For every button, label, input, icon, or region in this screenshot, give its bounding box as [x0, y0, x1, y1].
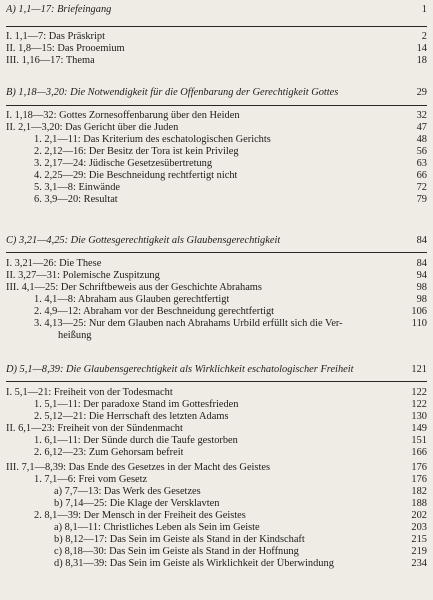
page-number: 151 — [411, 435, 427, 446]
entry-title: 3. 4,13—25: Nur dem Glauben nach Abrahams Urbild erfüllt sich die Ver- — [34, 318, 343, 329]
section-divider — [6, 26, 427, 27]
toc-entry — [34, 306, 427, 318]
page-number: 176 — [411, 462, 427, 473]
toc-entry — [34, 158, 427, 170]
section-heading — [6, 364, 427, 376]
entry-title: b) 8,12—17: Das Sein im Geiste als Stand in der Kindschaft — [54, 534, 305, 545]
page-number: 47 — [416, 122, 427, 133]
entry-title: 1. 5,1—11: Der paradoxe Stand im Gottesfrieden — [34, 399, 239, 410]
page-number: 98 — [416, 282, 427, 293]
page-number: 98 — [416, 294, 427, 305]
toc-entry — [6, 122, 427, 134]
page-number: 149 — [411, 423, 427, 434]
entry-title: 4. 2,25—29: Die Beschneidung rechtfertigt nicht — [34, 170, 238, 181]
section-heading-title: C) 3,21—4,25: Die Gottesgerechtigkeit als Glaubensgerechtigkeit — [6, 235, 281, 246]
page-number: 14 — [416, 43, 427, 54]
toc-entry — [6, 55, 427, 67]
entry-title: I. 5,1—21: Freiheit von der Todesmacht — [6, 387, 173, 398]
page-number: 63 — [416, 158, 427, 169]
page-number: 106 — [411, 306, 427, 317]
entry-title: b) 7,14—25: Die Klage der Versklavten — [54, 498, 220, 509]
page-number: 188 — [411, 498, 427, 509]
toc-entry — [6, 387, 427, 399]
page-number: 202 — [411, 510, 427, 521]
entry-title: 2. 2,12—16: Der Besitz der Tora ist kein Privileg — [34, 146, 239, 157]
entry-title: II. 2,1—3,20: Das Gericht über die Juden — [6, 122, 179, 133]
page-number: 219 — [411, 546, 427, 557]
page-number: 18 — [416, 55, 427, 66]
section-heading — [6, 4, 427, 16]
toc-entry — [34, 411, 427, 423]
toc-entry — [54, 558, 427, 570]
entry-title: 3. 2,17—24: Jüdische Gesetzesübertretung — [34, 158, 213, 169]
page-number: 84 — [416, 235, 427, 246]
entry-title: d) 8,31—39: Das Sein im Geiste als Wirklichkeit der Überwindung — [54, 558, 334, 569]
entry-title: 1. 7,1—6: Frei vom Gesetz — [34, 474, 148, 485]
toc-entry — [34, 182, 427, 194]
toc-entry — [34, 194, 427, 206]
toc-entry — [34, 474, 427, 486]
entry-title-continuation: heißung — [58, 330, 92, 341]
toc-entry — [6, 423, 427, 435]
entry-title: I. 3,21—26: Die These — [6, 258, 102, 269]
entry-title: III. 7,1—8,39: Das Ende des Gesetzes in der Macht des Geistes — [6, 462, 271, 473]
toc-entry — [6, 43, 427, 55]
entry-title: III. 1,16—17: Thema — [6, 55, 95, 66]
toc-entry — [34, 435, 427, 447]
entry-title: II. 1,8—15: Das Prooemium — [6, 43, 125, 54]
entry-title: a) 8,1—11: Christliches Leben als Sein im Geiste — [54, 522, 260, 533]
toc-entry — [54, 498, 427, 510]
page-number: 94 — [416, 270, 427, 281]
section-heading-title: A) 1,1—17: Briefeingang — [6, 4, 112, 15]
entry-title: c) 8,18—30: Das Sein im Geiste als Stand in der Hoffnung — [54, 546, 299, 557]
page-number: 66 — [416, 170, 427, 181]
toc-entry — [34, 146, 427, 158]
toc-entry — [34, 294, 427, 306]
entry-title: 2. 5,12—21: Die Herrschaft des letzten Adams — [34, 411, 229, 422]
toc-entry — [34, 318, 427, 330]
entry-title: a) 7,7—13: Das Werk des Gesetzes — [54, 486, 201, 497]
section-heading-title: D) 5,1—8,39: Die Glaubensgerechtigkeit als Wirklichkeit eschatologischer Freiheit — [6, 364, 354, 375]
entry-title: 2. 4,9—12: Abraham vor der Beschneidung gerechtfertigt — [34, 306, 275, 317]
section-divider — [6, 105, 427, 106]
entry-title: II. 3,27—31: Polemische Zuspitzung — [6, 270, 160, 281]
entry-title: I. 1,1—7: Das Präskript — [6, 31, 105, 42]
page-number: 32 — [416, 110, 427, 121]
entry-title: 6. 3,9—20: Resultat — [34, 194, 118, 205]
page-number: 122 — [411, 387, 427, 398]
toc-entry — [6, 110, 427, 122]
page-number: 56 — [416, 146, 427, 157]
toc-entry — [54, 546, 427, 558]
page-number: 79 — [416, 194, 427, 205]
page-number: 182 — [411, 486, 427, 497]
toc-entry — [54, 534, 427, 546]
toc-entry — [6, 282, 427, 294]
section-divider — [6, 381, 427, 382]
toc-entry — [6, 462, 427, 474]
page-number: 122 — [411, 399, 427, 410]
section-heading-title: B) 1,18—3,20: Die Notwendigkeit für die Offenbarung der Gerechtigkeit Gottes — [6, 87, 339, 98]
page-number: 166 — [411, 447, 427, 458]
page-number: 1 — [421, 4, 427, 15]
page-number: 215 — [411, 534, 427, 545]
entry-title: 1. 6,1—11: Der Sünde durch die Taufe gestorben — [34, 435, 238, 446]
section-heading — [6, 235, 427, 247]
entry-title: 1. 4,1—8: Abraham aus Glauben gerechtfertigt — [34, 294, 230, 305]
entry-title: II. 6,1—23: Freiheit von der Sündenmacht — [6, 423, 183, 434]
section-heading — [6, 87, 427, 99]
page-number: 2 — [421, 31, 427, 42]
toc-entry — [6, 258, 427, 270]
entry-title: III. 4,1—25: Der Schriftbeweis aus der Geschichte Abrahams — [6, 282, 262, 293]
toc-entry — [6, 270, 427, 282]
page-number: 48 — [416, 134, 427, 145]
page-number: 110 — [411, 318, 427, 329]
page-number: 29 — [416, 87, 427, 98]
toc-entry — [34, 447, 427, 459]
page-number: 72 — [416, 182, 427, 193]
section-divider — [6, 252, 427, 253]
entry-title: I. 1,18—32: Gottes Zornesoffenbarung über den Heiden — [6, 110, 240, 121]
entry-title: 2. 6,12—23: Zum Gehorsam befreit — [34, 447, 184, 458]
page-number: 121 — [411, 364, 427, 375]
toc-entry — [6, 31, 427, 43]
page-number: 84 — [416, 258, 427, 269]
entry-title: 5. 3,1—8: Einwände — [34, 182, 120, 193]
entry-title: 2. 8,1—39: Der Mensch in der Freiheit des Geistes — [34, 510, 246, 521]
toc-entry — [54, 522, 427, 534]
toc-entry — [34, 399, 427, 411]
page-number: 203 — [411, 522, 427, 533]
toc-entry — [34, 134, 427, 146]
toc-entry — [34, 510, 427, 522]
toc-entry — [54, 486, 427, 498]
toc-entry — [34, 170, 427, 182]
entry-title: 1. 2,1—11: Das Kriterium des eschatologischen Gerichts — [34, 134, 271, 145]
page-number: 130 — [411, 411, 427, 422]
page-number: 176 — [411, 474, 427, 485]
page-number: 234 — [411, 558, 427, 569]
